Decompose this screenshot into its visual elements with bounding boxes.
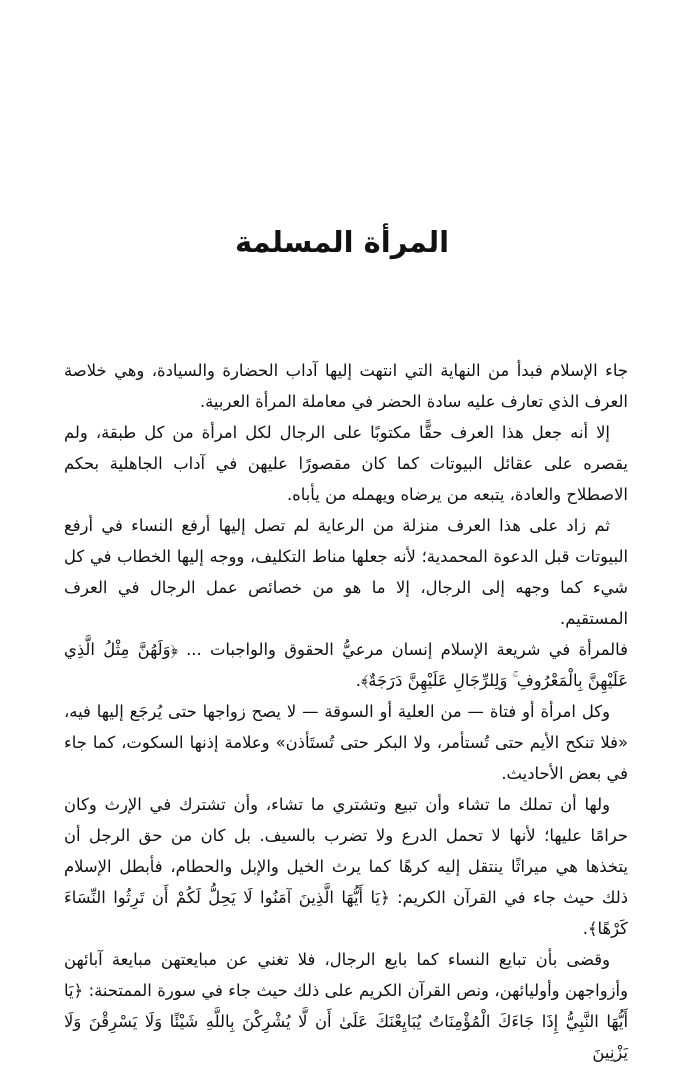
paragraph-6: ولها أن تملك ما تشاء وأن تبيع وتشتري ما تشاء، وأن تشترك في الإرث وكان حرامًا عليها؛ لأنها لا تحمل الدرع ولا تضرب بالسيف. بل كان من حق الرجل أن يتخذها هي ميراثًا ينتقل إليه كرهًا كما يرث الخيل والإبل والحطام، فأبطل الإسلام ذلك حيث جاء في القرآن الكريم: ﴿يَا أَيُّهَا الَّذِينَ آمَنُوا لَا يَحِلُّ لَكُمْ أَن تَرِثُوا النِّسَاءَ كَرْهًا﴾. [64,795,628,938]
paragraph-4: فالمرأة في شريعة الإسلام إنسان مرعيُّ الحقوق والواجبات ... ﴿وَلَهُنَّ مِثْلُ الَّذِي عَلَيْهِنَّ بِالْمَعْرُوفِ ۚ وَلِلرِّجَالِ عَلَيْهِنَّ دَرَجَةٌ﴾. [64,640,628,690]
body-text [64,355,628,1068]
paragraph-5: وكل امرأة أو فتاة — من العلية أو السوقة — لا يصح زواجها حتى يُرجَع إليها فيه، «فلا تنكح الأيم حتى تُستأمر، ولا البكر حتى تُستَأذن» وعلامة إذنها السكوت، كما جاء في بعض الأحاديث. [64,702,628,783]
paragraph-1: جاء الإسلام فبدأ من النهاية التي انتهت إليها آداب الحضارة والسيادة، وهي خلاصة العرف الذي تعارف عليه سادة الحضر في معاملة المرأة العربية. [64,361,628,411]
paragraph-3: ثم زاد على هذا العرف منزلة من الرعاية لم تصل إليها أرفع النساء في أرفع البيوتات قبل الدعوة المحمدية؛ لأنه جعلها مناط التكليف، ووجه إليها الخطاب في كل شيء كما وجهه إلى الرجال، إلا ما هو من خصائص عمل الرجال في العرف المستقيم. [64,516,628,628]
paragraph-7: وقضى بأن تبايع النساء كما بايع الرجال، فلا تغني عن مبايعتهن مبايعة آبائهن وأزواجهن وأوليائهن، ونص القرآن الكريم على ذلك حيث جاء في سورة الممتحنة: ﴿يَا أَيُّهَا النَّبِيُّ إِذَا جَاءَكَ الْمُؤْمِنَاتُ يُبَايِعْنَكَ عَلَىٰ أَن لَّا يُشْرِكْنَ بِاللَّهِ شَيْئًا وَلَا يَسْرِقْنَ وَلَا يَزْنِينَ [64,950,628,1062]
chapter-title: المرأة المسلمة [234,225,450,259]
paragraph-2: إلا أنه جعل هذا العرف حقًّا مكتوبًا على الرجال لكل امرأة من كل طبقة، ولم يقصره على عقائل البيوتات كما كان مقصورًا عليهن في آداب الجاهلية بحكم الاصطلاح والعادة، يتبعه من يرضاه ويهمله من يأباه. [64,423,628,504]
